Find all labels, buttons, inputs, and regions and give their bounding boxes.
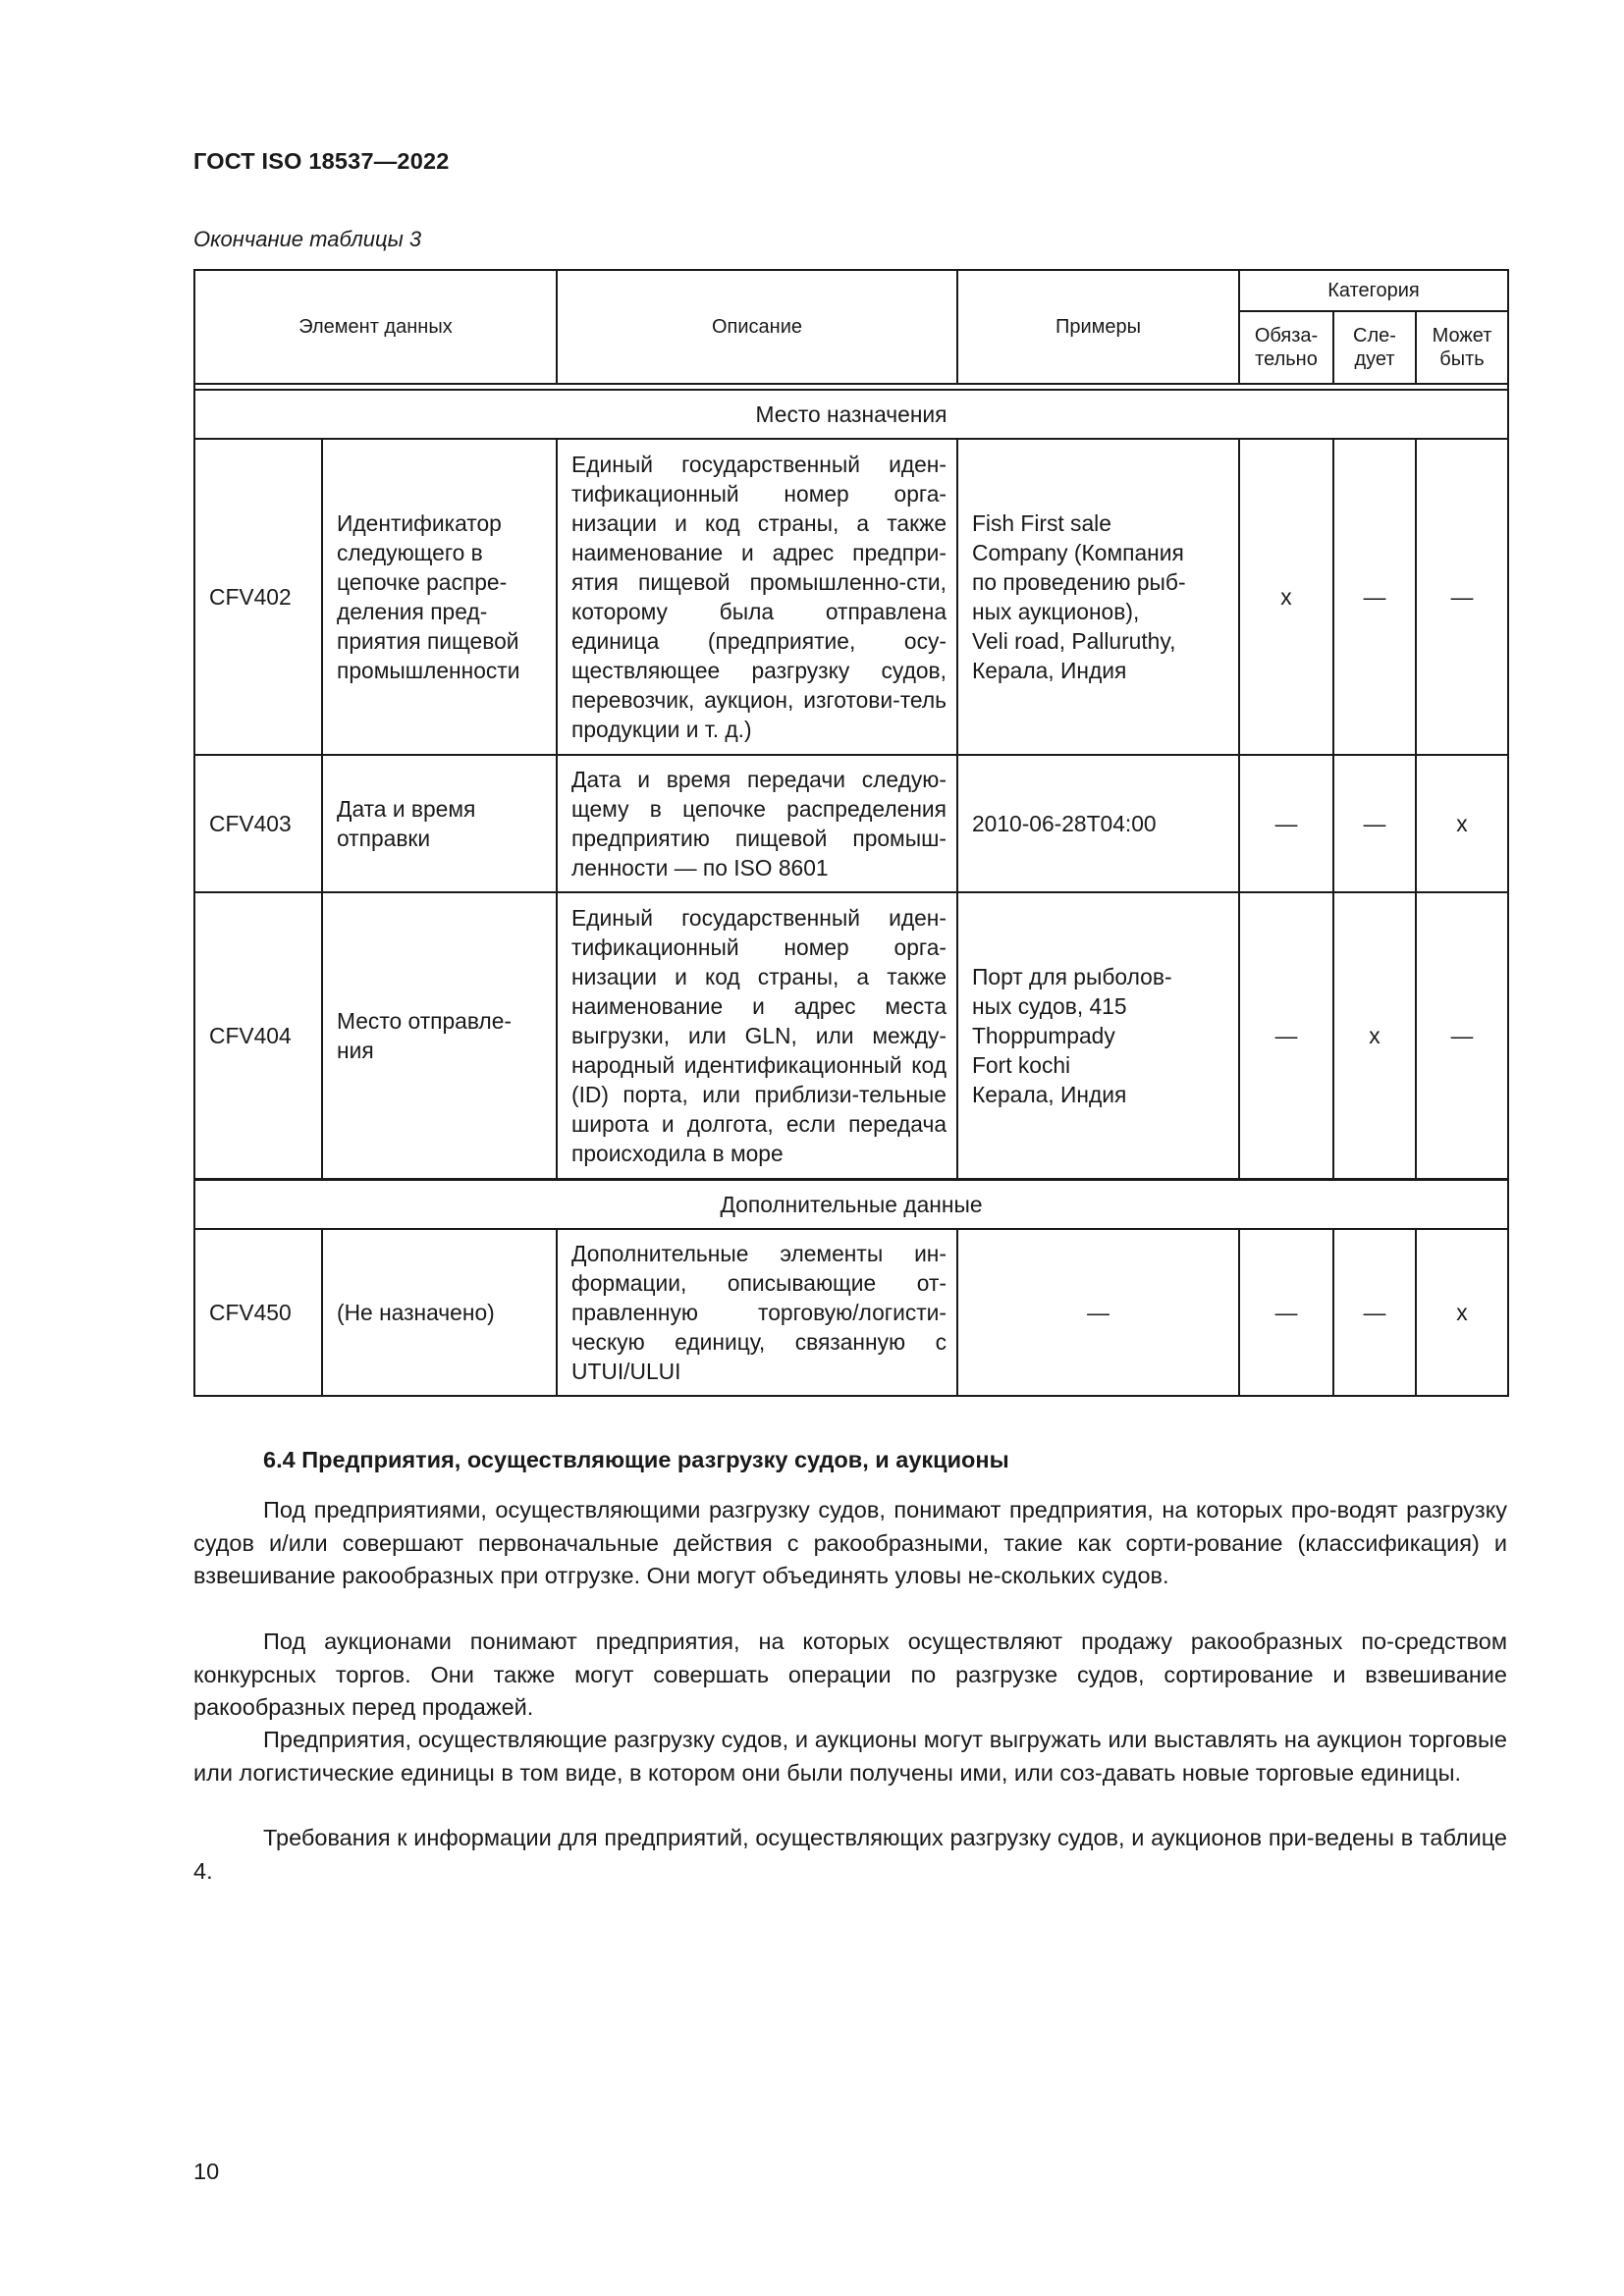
row-description: Дополнительные элементы ин-формации, описывающие от-правленную торговую/логисти-ческую единицу, связанную с UTUI/ULUI bbox=[557, 1229, 957, 1396]
row-name: Дата и время отправки bbox=[322, 755, 557, 892]
row-description: Единый государственный иден-тификационный номер орга-низации и код страны, а также наименование и адрес места выгрузки, или GLN, или между-народный идентификационный код (ID) порта, или приблизи-тельные широта и долгота, если передача происходила в море bbox=[557, 892, 957, 1179]
row-name: (Не назначено) bbox=[322, 1229, 557, 1396]
row-may: x bbox=[1416, 1229, 1508, 1396]
row-examples: 2010-06-28T04:00 bbox=[957, 755, 1239, 892]
col-header-category: Категория bbox=[1239, 270, 1508, 311]
row-code: CFV403 bbox=[194, 755, 322, 892]
table-row bbox=[194, 439, 1508, 755]
row-required: x bbox=[1239, 439, 1333, 755]
row-examples: Fish First sale Company (Компания по проведению рыб- ных аукционов), Veli road, Palluruthy, Керала, Индия bbox=[957, 439, 1239, 755]
row-should: x bbox=[1333, 892, 1416, 1179]
row-description: Единый государственный иден-тификационный номер орга-низации и код страны, а также наименование и адрес предпри-ятия пищевой промышленно-сти, которому была отправлена единица (предприятие, осу-ществляющее разгрузку судов, перевозчик, аукцион, изготови-тель продукции и т. д.) bbox=[557, 439, 957, 755]
row-code: CFV450 bbox=[194, 1229, 322, 1396]
row-required: — bbox=[1239, 892, 1333, 1179]
col-header-examples: Примеры bbox=[957, 270, 1239, 384]
row-name: Идентификатор следующего в цепочке распре-деления пред-приятия пищевой промышленности bbox=[322, 439, 557, 755]
col-header-should: Сле- дует bbox=[1333, 311, 1416, 384]
paragraph: Под аукционами понимают предприятия, на которых осуществляют продажу ракообразных по-средством конкурсных торгов. Они также могут совершать операции по разгрузке судов, сортирование и взвешивание ракообразных перед продажей. bbox=[193, 1629, 1507, 1720]
section-row-additional: Дополнительные данные bbox=[194, 1179, 1508, 1229]
paragraph: Предприятия, осуществляющие разгрузку судов, и аукционы могут выгружать или выставлять на аукцион торговые или логистические единицы в том виде, в котором они были получены ими, или соз-давать новые торговые единицы. bbox=[193, 1727, 1507, 1786]
table-caption: Окончание таблицы 3 bbox=[193, 227, 422, 251]
paragraph: Требования к информации для предприятий, осуществляющих разгрузку судов, и аукционов при-ведены в таблице 4. bbox=[193, 1825, 1507, 1884]
row-should: — bbox=[1333, 1229, 1416, 1396]
col-header-description: Описание bbox=[557, 270, 957, 384]
row-should: — bbox=[1333, 755, 1416, 892]
col-header-may: Может быть bbox=[1416, 311, 1508, 384]
row-name: Место отправле-ния bbox=[322, 892, 557, 1179]
table-row bbox=[194, 892, 1508, 1179]
section-heading: 6.4 Предприятия, осуществляющие разгрузку судов, и аукционы bbox=[263, 1447, 1009, 1472]
row-required: — bbox=[1239, 755, 1333, 892]
row-should: — bbox=[1333, 439, 1416, 755]
row-examples: Порт для рыболов- ных судов, 415 Thoppumpady Fort kochi Керала, Индия bbox=[957, 892, 1239, 1179]
col-header-element: Элемент данных bbox=[194, 270, 557, 384]
page-number: 10 bbox=[193, 2159, 220, 2184]
table-row bbox=[194, 1229, 1508, 1396]
data-elements-table bbox=[193, 269, 1509, 1397]
standard-id: ГОСТ ISO 18537—2022 bbox=[193, 148, 450, 174]
row-code: CFV402 bbox=[194, 439, 322, 755]
row-may: x bbox=[1416, 755, 1508, 892]
row-may: — bbox=[1416, 439, 1508, 755]
row-description: Дата и время передачи следую-щему в цепочке распределения предприятию пищевой промыш-ленности — по ISO 8601 bbox=[557, 755, 957, 892]
section-row-destination: Место назначения bbox=[194, 390, 1508, 439]
row-may: — bbox=[1416, 892, 1508, 1179]
col-header-required: Обяза- тельно bbox=[1239, 311, 1333, 384]
row-examples: — bbox=[957, 1229, 1239, 1396]
row-required: — bbox=[1239, 1229, 1333, 1396]
row-code: CFV404 bbox=[194, 892, 322, 1179]
table-row bbox=[194, 755, 1508, 892]
paragraph: Под предприятиями, осуществляющими разгрузку судов, понимают предприятия, на которых про-водят разгрузку судов и/или совершают первоначальные действия с ракообразными, такие как сорти-рование (классификация) и взвешивание ракообразных при отгрузке. Они могут объединять уловы не-скольких судов. bbox=[193, 1497, 1507, 1588]
